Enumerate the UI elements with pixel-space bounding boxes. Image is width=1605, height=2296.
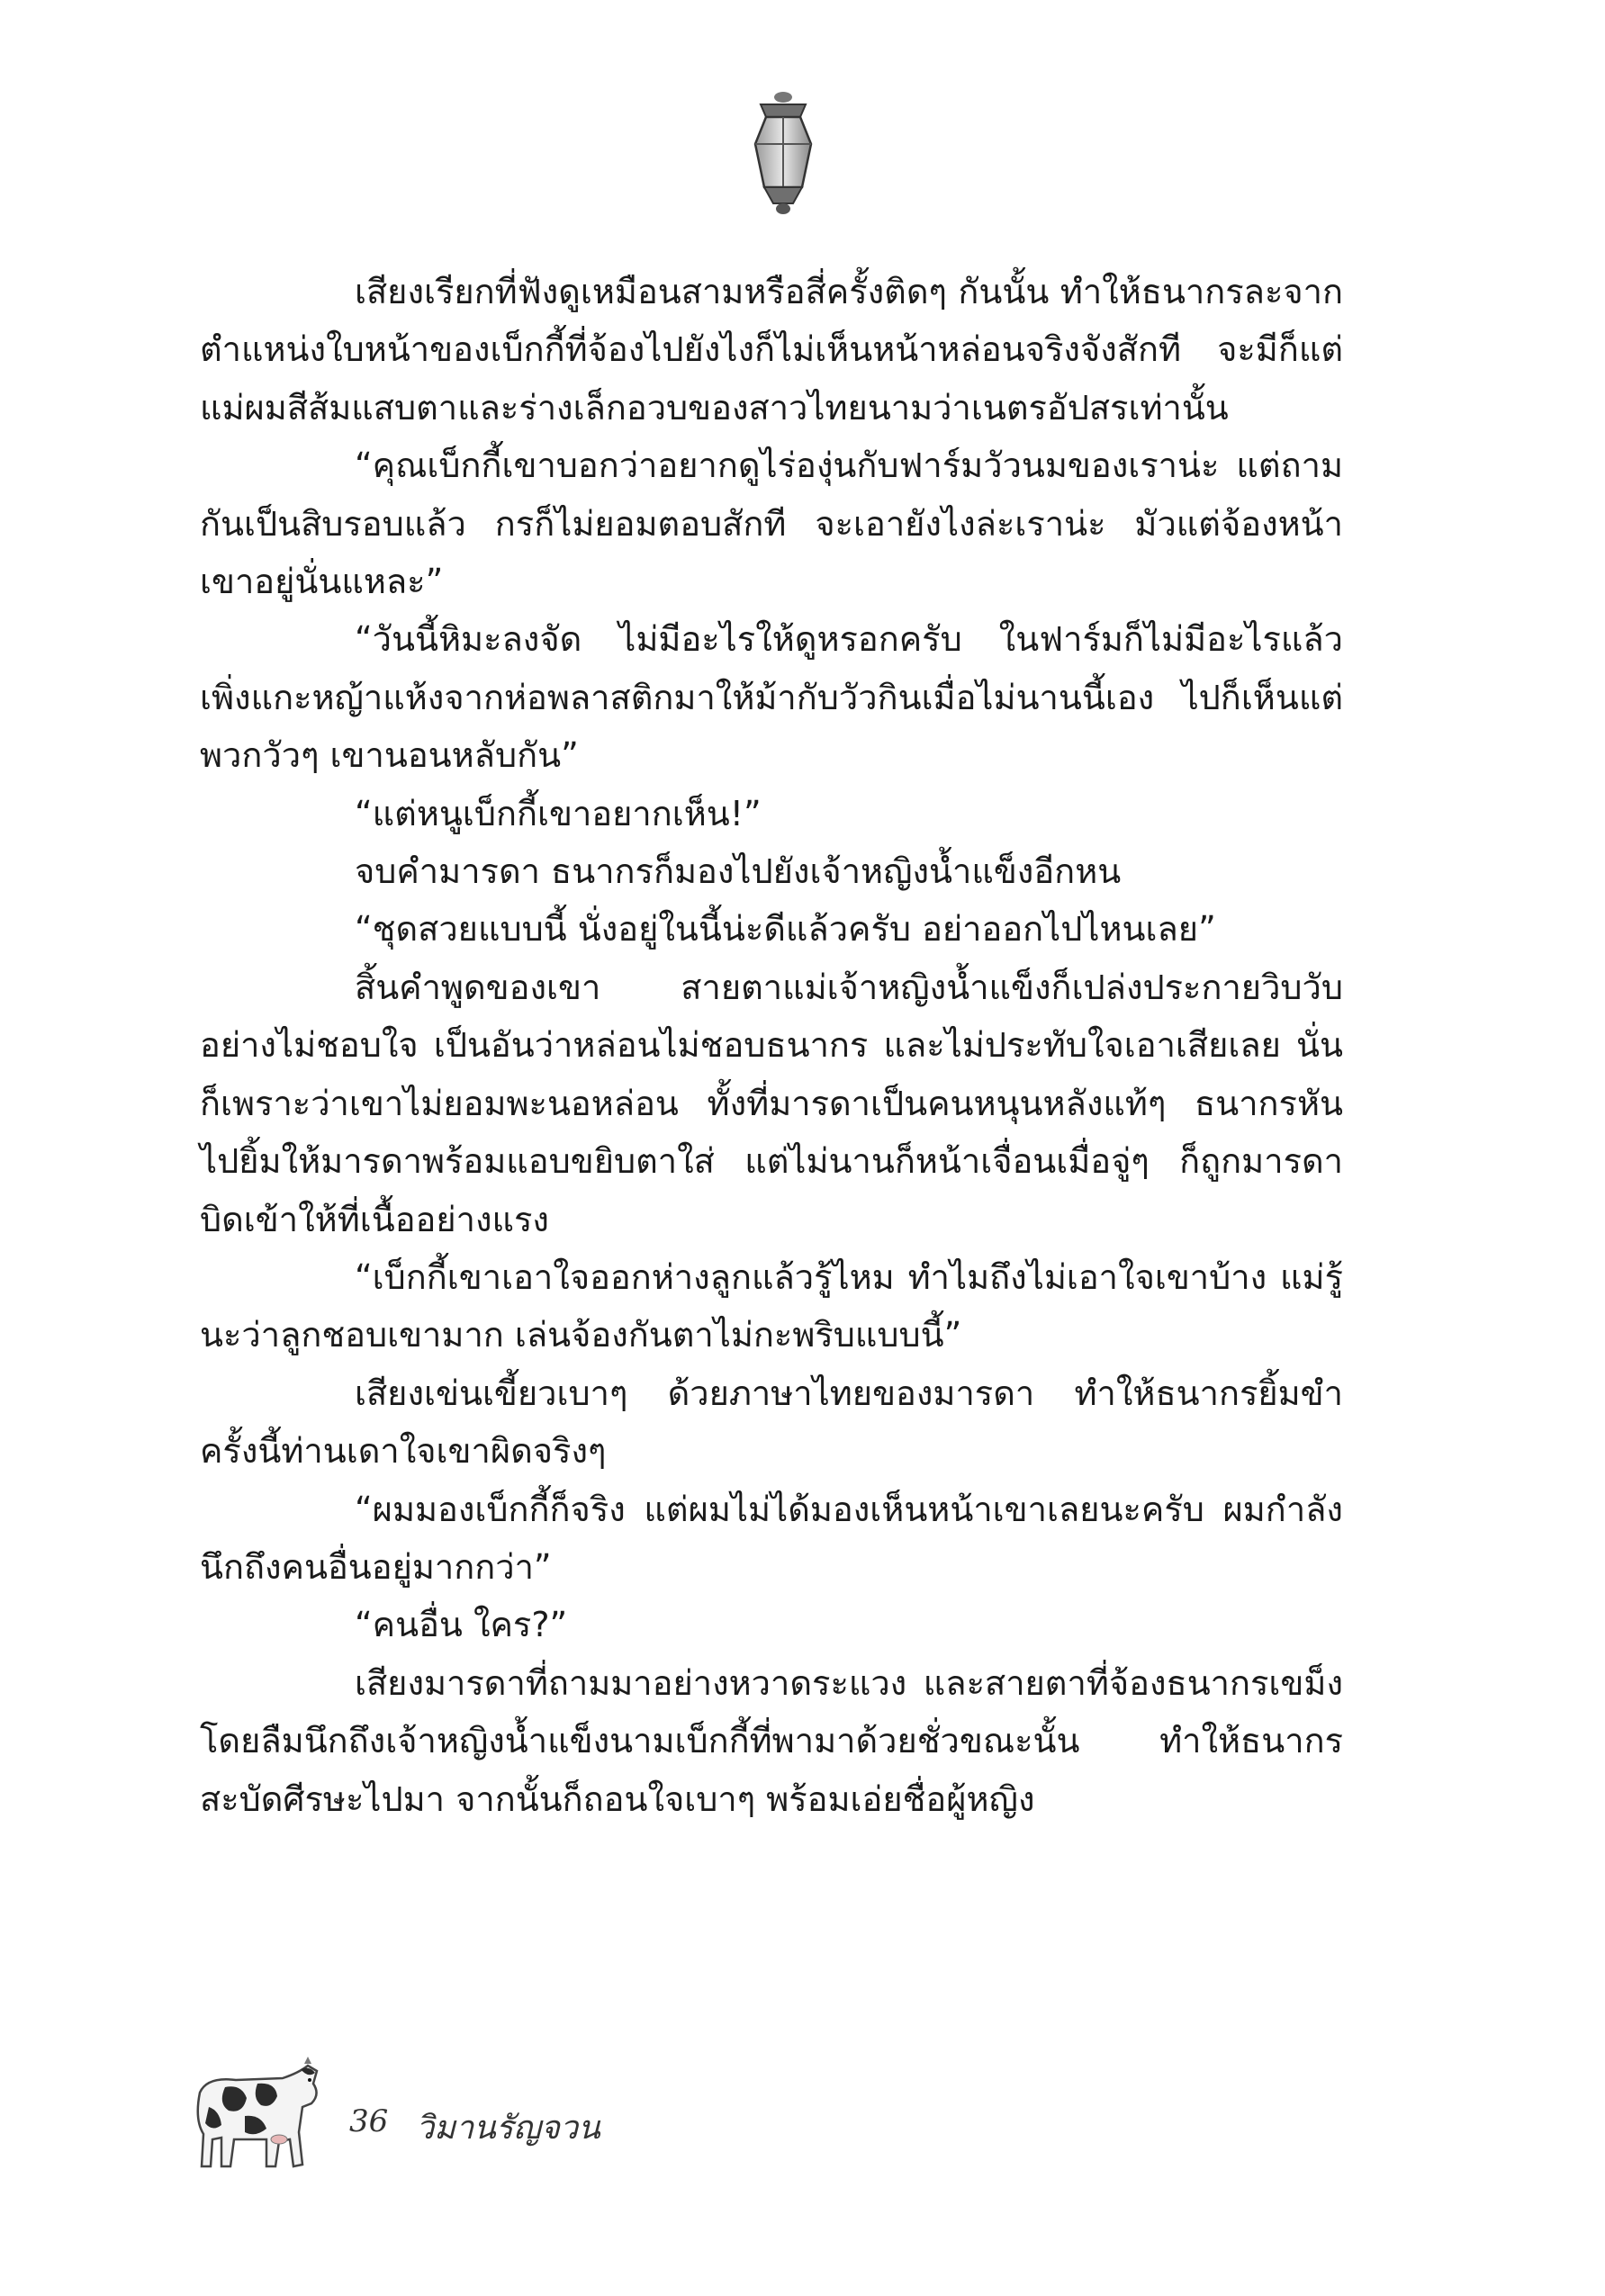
paragraph: “เบ็กกี้เขาเอาใจออกห่างลูกแล้วรู้ไหม ทำไมถึงไม่เอาใจเขาบ้าง แม่รู้นะว่าลูกชอบเขามาก เล่นจ้องกันตาไม่กะพริบแบบนี้” xyxy=(200,1256,1343,1355)
paragraph: “วันนี้หิมะลงจัด ไม่มีอะไรให้ดูหรอกครับ ในฟาร์มก็ไม่มีอะไรแล้ว เพิ่งแกะหญ้าแห้งจากห่อพลาสติกมาให้ม้ากับวัวกินเมื่อไม่นานนี้เอง ไปก็เห็นแต่พวกวัวๆ เขานอนหลับกัน” xyxy=(200,619,1343,776)
paragraph: “ผมมองเบ็กกี้ก็จริง แต่ผมไม่ได้มองเห็นหน้าเขาเลยนะครับ ผมกำลังนึกถึงคนอื่นอยู่มากกว่า” xyxy=(200,1489,1343,1587)
paragraph: เสียงเรียกที่ฟังดูเหมือนสามหรือสี่ครั้งติดๆ กันนั้น ทำให้ธนากรละจากตำแหน่งใบหน้าของเบ็กกี้ที่จ้องไปยังไงก็ไม่เห็นหน้าหล่อนจริงจังสักที จะมีก็แต่แม่ผมสีส้มแสบตาและร่างเล็กอวบของสาวไทยนามว่าเนตรอัปสรเท่านั้น xyxy=(200,272,1343,428)
book-title: วิมานรัญจวน xyxy=(416,2110,600,2147)
page-footer xyxy=(189,2057,729,2183)
paragraph: “คุณเบ็กกี้เขาบอกว่าอยากดูไร่องุ่นกับฟาร์มวัวนมของเราน่ะ แต่ถามกันเป็นสิบรอบแล้ว กรก็ไม่ยอมตอบสักที จะเอายังไงล่ะเราน่ะ มัวแต่จ้องหน้าเขาอยู่นั่นแหละ” xyxy=(200,446,1343,602)
cow-icon xyxy=(189,2057,324,2178)
paragraph: จบคำมารดา ธนากรก็มองไปยังเจ้าหญิงน้ำแข็งอีกหน xyxy=(355,851,1122,892)
paragraph: เสียงเข่นเขี้ยวเบาๆ ด้วยภาษาไทยของมารดา ทำให้ธนากรยิ้มขำ ครั้งนี้ท่านเดาใจเขาผิดจริงๆ xyxy=(200,1373,1343,1472)
paragraph: “แต่หนูเบ็กกี้เขาอยากเห็น!” xyxy=(355,793,762,833)
page-number: 36 xyxy=(349,2103,389,2139)
lantern-ornament-icon xyxy=(734,90,833,225)
paragraph: สิ้นคำพูดของเขา สายตาแม่เจ้าหญิงน้ำแข็งก็เปล่งประกายวิบวับอย่างไม่ชอบใจ เป็นอันว่าหล่อนไม่ชอบธนากร และไม่ประทับใจเอาเสียเลย นั่นก็เพราะว่าเขาไม่ยอมพะนอหล่อน ทั้งที่มารดาเป็นคนหนุนหลังแท้ๆ ธนากรหันไปยิ้มให้มารดาพร้อมแอบขยิบตาใส่ แต่ไม่นานก็หน้าเจื่อนเมื่อจู่ๆ ก็ถูกมารดาบิดเข้าให้ที่เนื้ออย่างแรง xyxy=(200,967,1343,1239)
paragraph: “ชุดสวยแบบนี้ นั่งอยู่ในนี้น่ะดีแล้วครับ อย่าออกไปไหนเลย” xyxy=(355,909,1216,950)
paragraph: “คนอื่น ใคร?” xyxy=(355,1605,568,1645)
paragraph: เสียงมารดาที่ถามมาอย่างหวาดระแวง และสายตาที่จ้องธนากรเขม็ง โดยลืมนึกถึงเจ้าหญิงน้ำแข็งนามเบ็กกี้ที่พามาด้วยชั่วขณะนั้น ทำให้ธนากรสะบัดศีรษะไปมา จากนั้นก็ถอนใจเบาๆ พร้อมเอ่ยชื่อผู้หญิง xyxy=(200,1662,1343,1819)
chapter-text xyxy=(200,263,1343,1828)
